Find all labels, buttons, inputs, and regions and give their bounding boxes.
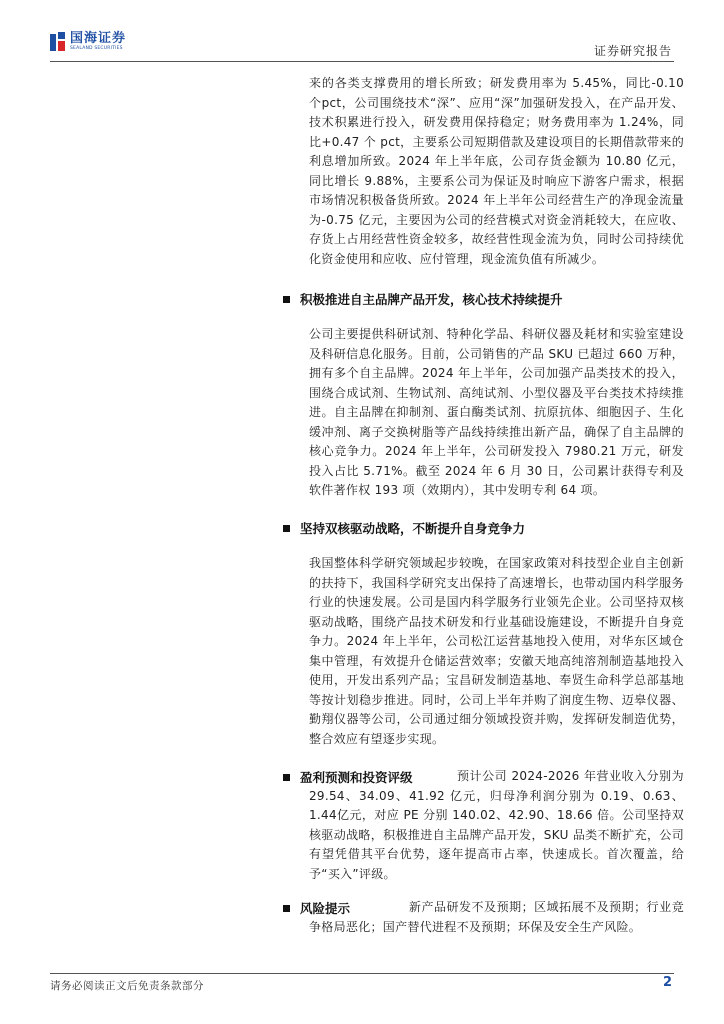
footer-divider — [50, 973, 674, 974]
logo-mark-icon — [50, 32, 66, 52]
header-divider — [50, 61, 674, 62]
report-type-label: 证券研究报告 — [593, 44, 672, 58]
section-title: 风险提示 — [300, 901, 351, 916]
section-heading-brand-products — [283, 290, 563, 308]
section-paragraph: 公司主要提供科研试剂、特种化学品、科研仪器及耗材和实验室建设及科研信息化服务。目前，公司销售的产品 SKU 已超过 660 万种，拥有多个自主品牌。2024 年上半年，公司加强产品类技术的投入，围绕合成试剂、生物试剂、高纯试剂、小型仪器及平台类技术持续推进。自主品牌在抑制剂、蛋白酶类试剂、抗原抗体、细胞因子、生化缓冲剂、离子交换树脂等产品线持续推出新产品，确保了自主品牌的核心竞争力。2024 年上半年，公司研发投入 7980.21 万元，研发投入占比 5.71%。截至 2024 年 6 月 30 日，公司累计获得专利及软件著作权 193 项（效期内），其中发明专利 64 项。 — [309, 327, 684, 497]
section-body-brand-products — [309, 325, 684, 501]
section-title: 盈利预测和投资评级 — [300, 770, 413, 785]
bullet-square-icon — [283, 525, 290, 532]
section-body-forecast — [309, 767, 684, 884]
intro-paragraph: 来的各类支撑费用的增长所致；研发费用率为 5.45%，同比-0.10 个pct，公司围绕技术“深”、应用“深”加强研发投入，在产品开发、技术积累进行投入，研发费用保持稳定；财务费用率为 1.24%，同比+0.47 个 pct，主要系公司短期借款及建设项目的长期借款带来的利息增加所致。2024 年上半年底，公司存货金额为 10.80 亿元，同比增长 9.88%，主要系公司为保证及时响应下游客户需求，根据市场情况积极备货所致。2024 年上半年公司经营生产的净现金流量为-0.75 亿元，主要因为公司的经营模式对资金消耗较大，在应收、存货上占用经营性资金较多，故经营性现金流为负，同时公司持续优化资金使用和应收、应付管理，现金流负值有所减少。 — [309, 76, 684, 266]
section-paragraph — [309, 898, 684, 937]
section-title: 坚持双核驱动战略，不断提升自身竞争力 — [300, 521, 526, 536]
company-logo — [50, 30, 126, 54]
bullet-square-icon — [283, 774, 290, 781]
forecast-text: 预计公司 2024-2026 年营业收入分别为29.54、34.09、41.92 亿元，归母净利润分别为 0.19、0.63、1.44亿元，对应 PE 分别 140.02、42.90、18.66 倍。公司坚持双核驱动战略，积极推进自主品牌产品开发，SKU 品类不断扩充，公司有望凭借其平台优势，逐年提高市占率，快速成长。首次覆盖，给予“买入”评级。 — [309, 769, 684, 881]
bullet-square-icon — [283, 905, 290, 912]
risk-text: 新产品研发不及预期；区域拓展不及预期；行业竞争格局恶化；国产替代进程不及预期；环保及安全生产风险。 — [309, 900, 684, 934]
intro-block — [309, 74, 684, 269]
section-body-risk — [309, 898, 684, 937]
logo-english-name: SEALAND SECURITIES — [70, 46, 123, 52]
bullet-square-icon — [283, 296, 290, 303]
section-paragraph: 我国整体科学研究领域起步较晚，在国家政策对科技型企业自主创新的扶持下，我国科学研究支出保持了高速增长，也带动国内科学服务行业的快速发展。公司是国内科学服务行业领先企业。公司坚持双核驱动战略，围绕产品技术研发和行业基础设施建设，不断提升自身竞争力。2024 年上半年，公司松江运营基地投入使用，对华东区域仓集中管理，有效提升仓储运营效率；安徽天地高纯溶剂制造基地投入使用，开发出系列产品；宝昌研发制造基地、奉贤生命科学总部基地等按计划稳步推进。同时，公司上半年并购了润度生物、迈皋仪器、勤翔仪器等公司，公司通过细分领域投资并购，发挥研发制造优势，整合效应有望逐步实现。 — [309, 556, 684, 746]
page-header — [0, 0, 724, 62]
section-paragraph — [309, 767, 684, 884]
section-title: 积极推进自主品牌产品开发，核心技术持续提升 — [300, 292, 563, 307]
disclaimer-note: 请务必阅读正文后免责条款部分 — [50, 980, 204, 992]
section-heading-dual-core — [283, 519, 525, 537]
page-number: 2 — [662, 975, 672, 990]
logo-chinese-name: 国海证券 — [70, 31, 127, 47]
section-body-dual-core — [309, 554, 684, 749]
